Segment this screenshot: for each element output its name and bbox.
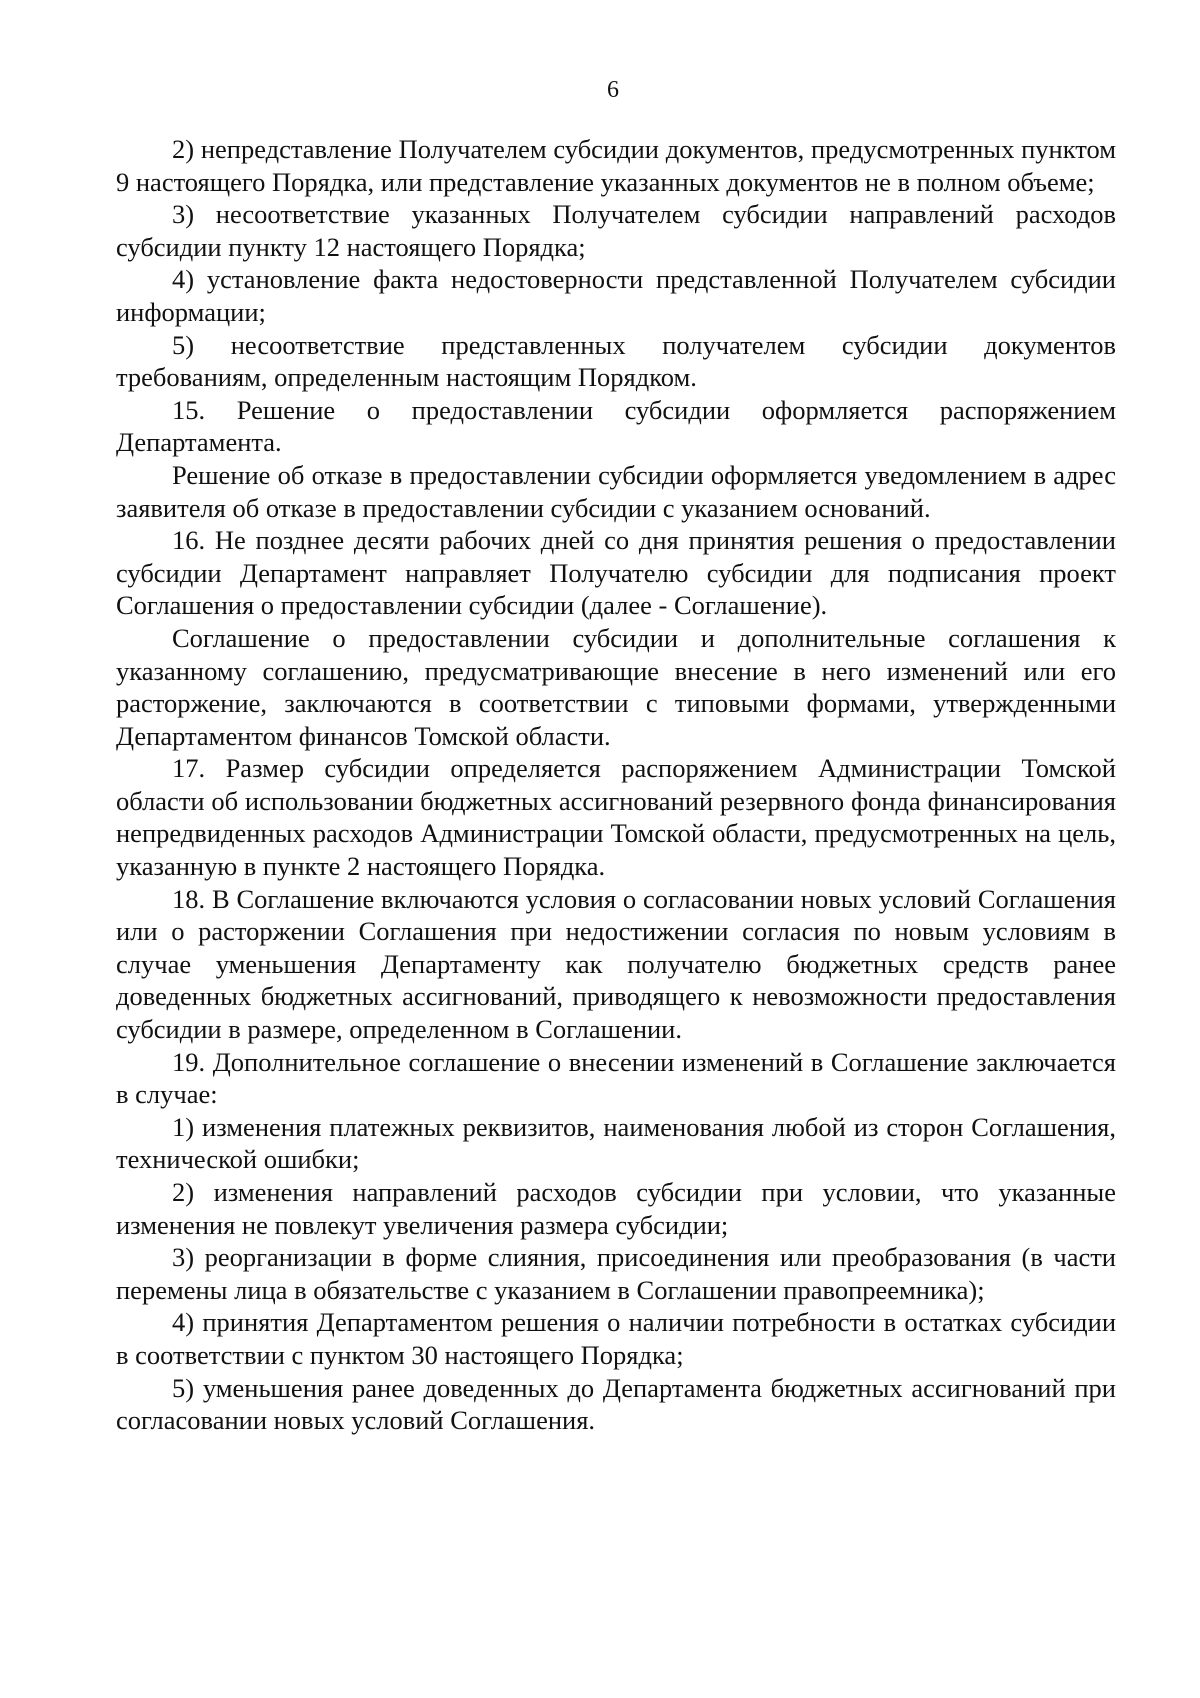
paragraph-item-4: 4) установление факта недостоверности представленной Получателем субсидии информации; <box>116 264 1116 327</box>
page-number: 6 <box>607 77 619 103</box>
paragraph-item-2: 2) непредставление Получателем субсидии документов, предусмотренных пунктом 9 настоящего Порядка, или представление указанных документов не в полном объеме; <box>116 134 1116 197</box>
paragraph-agreement-forms: Соглашение о предоставлении субсидии и дополнительные соглашения к указанному соглашению, предусматривающие внесение в него изменений или его расторжение, заключаются в соответствии с типовыми формами, утвержденными Департаментом финансов Томской области. <box>116 622 1116 751</box>
paragraph-case-2: 2) изменения направлений расходов субсидии при условии, что указанные изменения не повлекут увеличения размера субсидии; <box>116 1177 1116 1240</box>
paragraph-clause-15: 15. Решение о предоставлении субсидии оформляется распоряжением Департамента. <box>116 394 1116 458</box>
paragraph-clause-16: 16. Не позднее десяти рабочих дней со дня принятия решения о предоставлении субсидии Департамент направляет Получателю субсидии для подписания проект Соглашения о предоставлении субсидии (далее - Соглашение). <box>116 525 1116 621</box>
paragraph-case-1: 1) изменения платежных реквизитов, наименования любой из сторон Соглашения, технической ошибки; <box>116 1111 1116 1175</box>
paragraph-case-3: 3) реорганизации в форме слияния, присоединения или преобразования (в части перемены лица в обязательстве с указанием в Соглашении правопреемника); <box>116 1242 1116 1305</box>
paragraph-refusal-notice: Решение об отказе в предоставлении субсидии оформляется уведомлением в адрес заявителя об отказе в предоставлении субсидии с указанием оснований. <box>116 459 1116 523</box>
paragraph-item-5: 5) несоответствие представленных получателем субсидии документов требованиям, определенным настоящим Порядком. <box>116 329 1116 393</box>
paragraph-item-3: 3) несоответствие указанных Получателем субсидии направлений расходов субсидии пункту 12 настоящего Порядка; <box>116 199 1116 262</box>
paragraph-case-4: 4) принятия Департаментом решения о наличии потребности в остатках субсидии в соответствии с пунктом 30 настоящего Порядка; <box>116 1307 1116 1370</box>
document-body <box>116 133 1116 1437</box>
paragraph-clause-18: 18. В Соглашение включаются условия о согласовании новых условий Соглашения или о расторжении Соглашения при недостижении согласия по новым условиям в случае уменьшения Департаменту как получателю бюджетных средств ранее доведенных бюджетных ассигнований, приводящего к невозможности предоставления субсидии в размере, определенном в Соглашении. <box>116 883 1116 1045</box>
paragraph-clause-19: 19. Дополнительное соглашение о внесении изменений в Соглашение заключается в случае: <box>116 1046 1116 1110</box>
paragraph-clause-17: 17. Размер субсидии определяется распоряжением Администрации Томской области об использовании бюджетных ассигнований резервного фонда финансирования непредвиденных расходов Администрации Томской области, предусмотренных на цель, указанную в пункте 2 настоящего Порядка. <box>116 753 1116 882</box>
paragraph-case-5: 5) уменьшения ранее доведенных до Департамента бюджетных ассигнований при согласовании новых условий Соглашения. <box>116 1372 1116 1436</box>
